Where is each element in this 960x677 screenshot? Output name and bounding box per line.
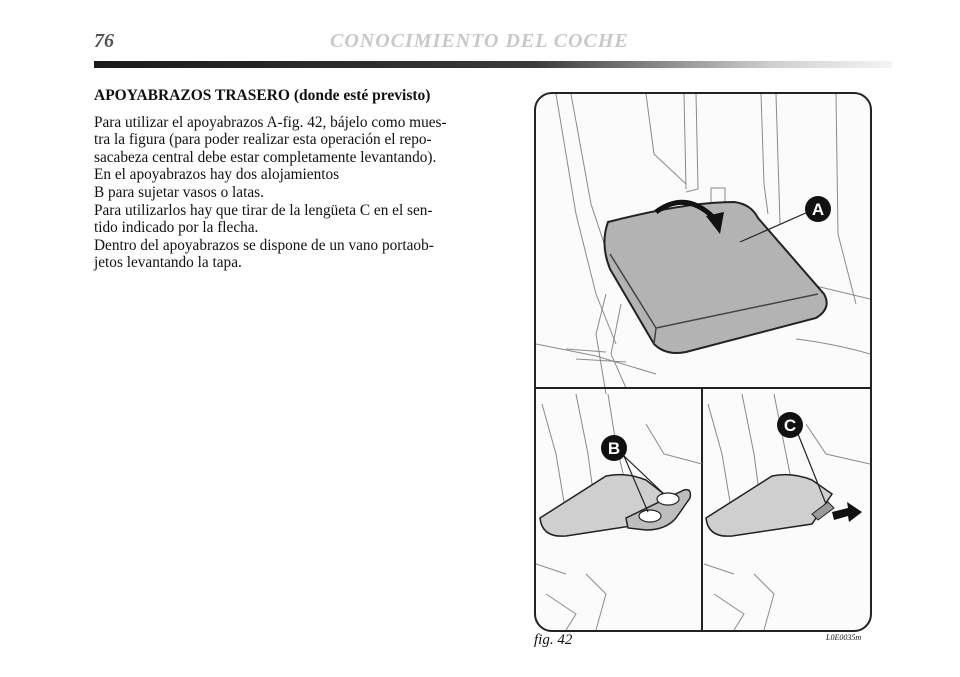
body-text: Para utilizar el apoyabrazos A-fig. 42, bájelo como mues- tra la figura (para poder realizar esta operación el repo- sacabeza central debe estar completamente levantando). En el apoyabrazos hay dos alojamientos B para sujetar vasos o latas. Para utilizarlos hay que tirar de la lengüeta C en el sen- tido indicado por la flecha. Dentro del apoyabrazos se dispone de un vano portaob- jetos levantando la tapa. — [94, 113, 447, 272]
figure-code: L0E0035m — [826, 633, 862, 642]
page-number: 76 — [94, 30, 114, 52]
armrest-c-shape — [706, 475, 832, 537]
running-head: CONOCIMIENTO DEL COCHE — [330, 30, 629, 52]
header-rule — [94, 61, 892, 68]
callout-b-label: B — [607, 439, 621, 458]
callout-c-label: C — [783, 416, 797, 435]
figure-armrest-illustration — [534, 92, 872, 632]
figure-caption: fig. 42 — [534, 632, 573, 648]
armrest-illustration — [536, 94, 870, 630]
text-column — [94, 87, 477, 272]
section-title: APOYABRAZOS TRASERO (donde esté previsto) — [94, 87, 431, 104]
pull-direction-arrow — [832, 502, 862, 522]
callout-a-label: A — [811, 200, 825, 219]
